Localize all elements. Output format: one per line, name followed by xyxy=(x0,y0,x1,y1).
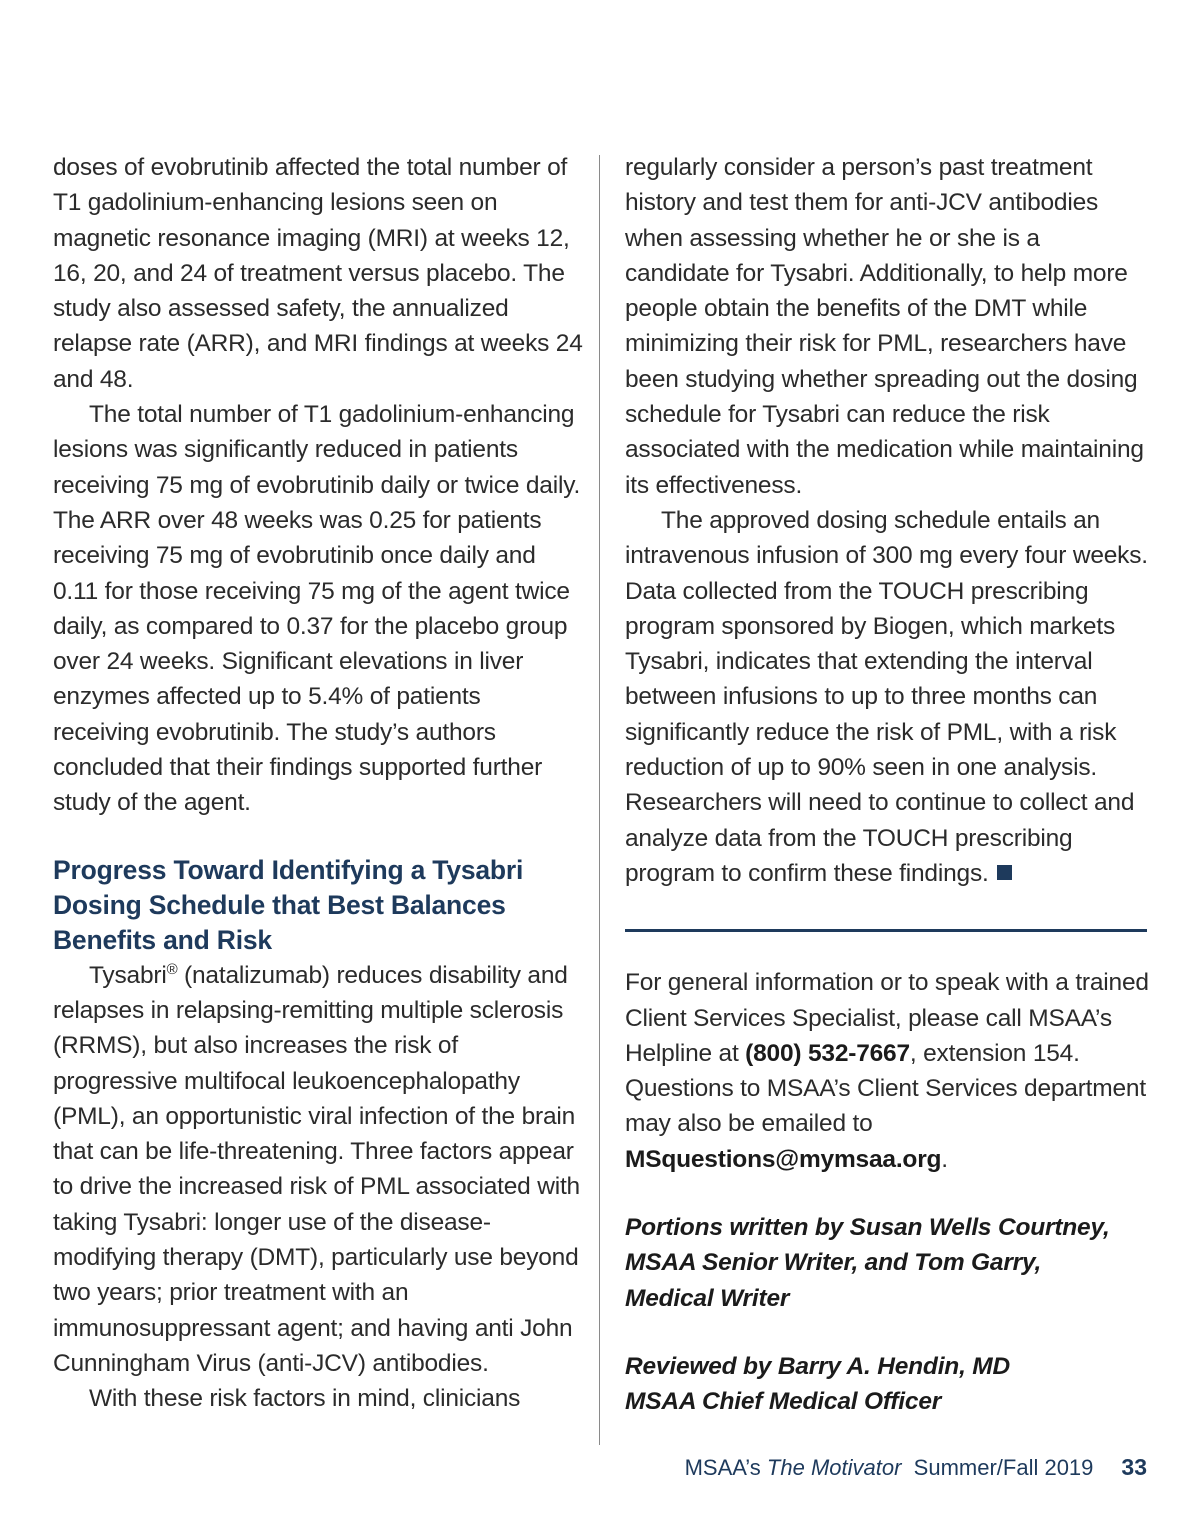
page-number: 33 xyxy=(1121,1454,1147,1480)
footer-publisher: MSAA’s xyxy=(684,1455,767,1480)
reviewer-credit xyxy=(625,1349,1150,1420)
credit-line: Medical Writer xyxy=(625,1284,790,1312)
horizontal-rule xyxy=(625,929,1147,932)
contact-text: . xyxy=(941,1145,948,1173)
article-paragraph: With these risk factors in mind, clinicians xyxy=(89,1385,521,1413)
footer-magazine-title: The Motivator xyxy=(766,1455,902,1480)
paragraph-text: The approved dosing schedule entails an intravenous infusion of 300 mg every four weeks. Data collected from the TOUCH prescribing program sponsored by Biogen, which markets Tysabri, indicates that extending the interval between infusions to up to three months can significantly reduce the risk of PML, with a risk reduction of up to 90% seen in one analysis. Researchers will need to continue to collect and analyze data from the TOUCH prescribing program to confirm these findings. xyxy=(625,506,1148,887)
contact-email: MSquestions@mymsaa.org xyxy=(625,1145,942,1173)
article-paragraph xyxy=(625,503,1150,891)
column-divider xyxy=(599,155,600,1445)
article-paragraph: regularly consider a person’s past treatment history and test them for anti-JCV antibodies when assessing whether he or she is a candidate for Tysabri. Additionally, to help more people obtain the benefits of the DMT while minimizing their risk for PML, researchers have been studying whether spreading out the dosing schedule for Tysabri can reduce the risk associated with the medication while maintaining its effectiveness. xyxy=(625,154,1144,499)
page-footer xyxy=(685,1454,1147,1481)
contact-text: , extension 154. Questions to MSAA’s Client Services department may also be emailed to xyxy=(625,1039,1146,1138)
left-column xyxy=(53,150,583,1417)
end-of-article-square-icon xyxy=(997,865,1012,880)
credit-line: MSAA Chief Medical Officer xyxy=(625,1388,942,1416)
section-heading: Progress Toward Identifying a Tysabri Dosing Schedule that Best Balances Benefits and Risk xyxy=(53,854,524,955)
contact-text: For general information or to speak with a trained Client Services Specialist, please call MSAA’s Helpline at xyxy=(625,969,1149,1067)
registered-mark: ® xyxy=(166,960,178,978)
footer-issue: Summer/Fall 2019 xyxy=(913,1455,1094,1480)
helpline-phone: (800) 532-7667 xyxy=(745,1039,910,1067)
credit-line: Portions written by Susan Wells Courtney, xyxy=(625,1214,1110,1242)
author-credit xyxy=(625,1210,1150,1316)
right-column xyxy=(625,150,1150,1420)
paragraph-text: (natalizumab) reduces disability and relapses in relapsing-remitting multiple sclerosis (RRMS), but also increases the risk of progressive multifocal leukoencephalopathy (PML), an opportunistic viral infection of the brain that can be life-threatening. Three factors appear to drive the increased risk of PML associated with taking Tysabri: longer use of the disease-modifying therapy (DMT), particularly use beyond two years; prior treatment with an immunosuppressant agent; and having anti John Cunningham Virus (anti-JCV) antibodies. xyxy=(53,961,580,1377)
article-paragraph xyxy=(53,958,583,1382)
article-paragraph: doses of evobrutinib affected the total number of T1 gadolinium-enhancing lesions seen on magnetic resonance imaging (MRI) at weeks 12, 16, 20, and 24 of treatment versus placebo. The study also assessed safety, the annualized relapse rate (ARR), and MRI findings at weeks 24 and 48. xyxy=(53,154,583,393)
article-paragraph: The total number of T1 gadolinium-enhancing lesions was significantly reduced in patients receiving 75 mg of evobrutinib daily or twice daily. The ARR over 48 weeks was 0.25 for patients receiving 75 mg of evobrutinib once daily and 0.11 for those receiving 75 mg of the agent twice daily, as compared to 0.37 for the placebo group over 24 weeks. Significant elevations in liver enzymes affected up to 5.4% of patients receiving evobrutinib. The study’s authors concluded that their findings supported further study of the agent. xyxy=(53,401,581,817)
drug-name: Tysabri xyxy=(89,961,167,989)
credit-line: MSAA Senior Writer, and Tom Garry, xyxy=(625,1249,1042,1277)
credit-line: Reviewed by Barry A. Hendin, MD xyxy=(625,1352,1010,1380)
contact-info xyxy=(625,965,1150,1177)
